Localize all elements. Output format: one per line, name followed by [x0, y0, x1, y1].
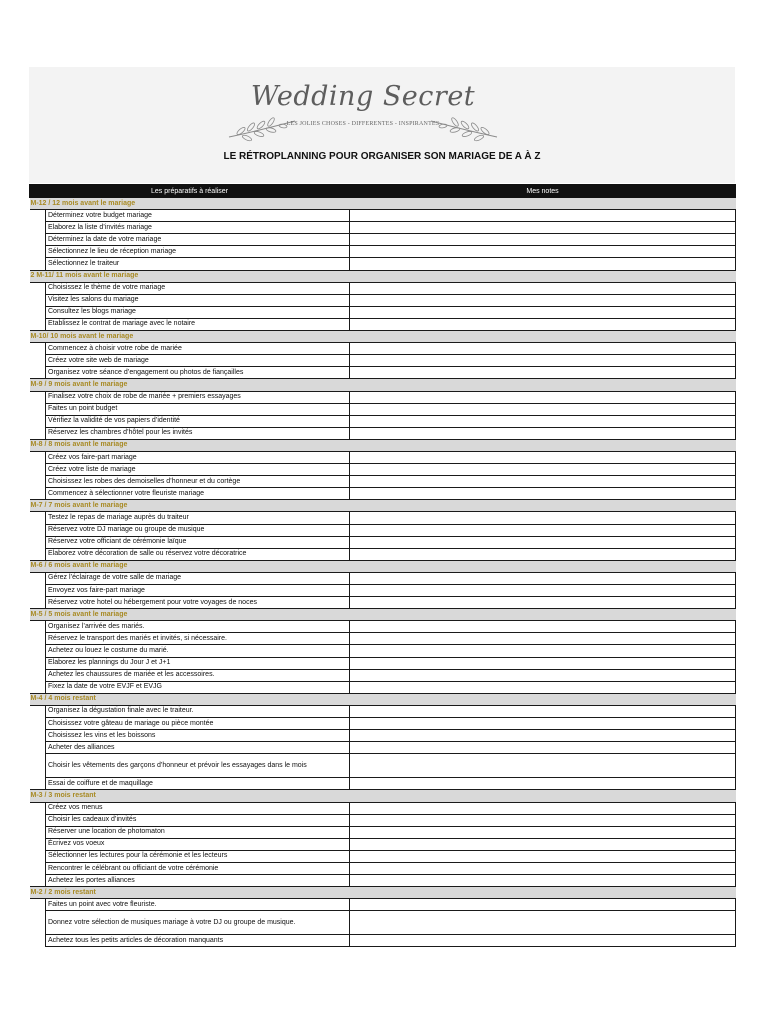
- row-gutter: [30, 524, 46, 536]
- row-gutter: [30, 355, 46, 367]
- task-row: [30, 742, 736, 754]
- notes-cell[interactable]: [350, 343, 736, 355]
- task-cell: Choisir les vêtements des garçons d’honneur et prévoir les essayages dans le mois: [46, 754, 350, 778]
- notes-cell[interactable]: [350, 403, 736, 415]
- task-cell: Créez votre liste de mariage: [46, 464, 350, 476]
- notes-cell[interactable]: [350, 464, 736, 476]
- task-row: [30, 838, 736, 850]
- task-cell: Réservez les chambres d’hôtel pour les invités: [46, 427, 350, 439]
- row-gutter: [30, 258, 46, 270]
- section-row: [30, 198, 736, 210]
- task-row: [30, 862, 736, 874]
- task-cell: Vérifiez la validité de vos papiers d’identité: [46, 415, 350, 427]
- task-row: [30, 512, 736, 524]
- row-gutter: [30, 838, 46, 850]
- brand-logo: [227, 77, 499, 141]
- row-gutter: [30, 451, 46, 463]
- row-gutter: [30, 657, 46, 669]
- task-row: [30, 403, 736, 415]
- task-row: [30, 415, 736, 427]
- row-gutter: [30, 306, 46, 318]
- task-row: [30, 730, 736, 742]
- retroplanning-table: [29, 184, 736, 947]
- row-gutter: [30, 597, 46, 609]
- task-row: [30, 778, 736, 790]
- task-cell: Visitez les salons du mariage: [46, 294, 350, 306]
- row-gutter: [30, 911, 46, 935]
- row-gutter: [30, 572, 46, 584]
- row-gutter: [30, 899, 46, 911]
- row-gutter: [30, 802, 46, 814]
- table-body: [30, 198, 736, 947]
- notes-cell[interactable]: [350, 705, 736, 717]
- notes-cell[interactable]: [350, 294, 736, 306]
- row-gutter: [30, 862, 46, 874]
- notes-cell[interactable]: [350, 548, 736, 560]
- task-row: [30, 572, 736, 584]
- section-row: [30, 439, 736, 451]
- task-cell: Choisir les cadeaux d’invités: [46, 814, 350, 826]
- row-gutter: [30, 282, 46, 294]
- task-cell: Réservez votre DJ mariage ou groupe de musique: [46, 524, 350, 536]
- section-row: [30, 693, 736, 705]
- task-row: [30, 258, 736, 270]
- notes-cell[interactable]: [350, 451, 736, 463]
- task-cell: Acheter des alliances: [46, 742, 350, 754]
- notes-cell[interactable]: [350, 355, 736, 367]
- task-row: [30, 899, 736, 911]
- task-row: [30, 476, 736, 488]
- task-row: [30, 911, 736, 935]
- notes-cell[interactable]: [350, 862, 736, 874]
- task-row: [30, 669, 736, 681]
- task-cell: Finalisez votre choix de robe de mariée + premiers essayages: [46, 391, 350, 403]
- header-banner: [29, 67, 735, 183]
- notes-cell[interactable]: [350, 802, 736, 814]
- row-gutter: [30, 318, 46, 330]
- task-cell: Etablissez le contrat de mariage avec le notaire: [46, 318, 350, 330]
- task-cell: Déterminez votre budget mariage: [46, 210, 350, 222]
- row-gutter: [30, 488, 46, 500]
- task-row: [30, 548, 736, 560]
- notes-cell[interactable]: [350, 814, 736, 826]
- task-row: [30, 645, 736, 657]
- task-cell: Faites un point avec votre fleuriste.: [46, 899, 350, 911]
- task-cell: Achetez les portes alliances: [46, 875, 350, 887]
- row-gutter: [30, 669, 46, 681]
- section-row: [30, 379, 736, 391]
- task-row: [30, 633, 736, 645]
- task-cell: Commencez à choisir votre robe de mariée: [46, 343, 350, 355]
- row-gutter: [30, 585, 46, 597]
- section-row: [30, 270, 736, 282]
- row-gutter: [30, 621, 46, 633]
- notes-cell[interactable]: [350, 778, 736, 790]
- notes-cell[interactable]: [350, 367, 736, 379]
- task-cell: Écrivez vos voeux: [46, 838, 350, 850]
- section-row: [30, 331, 736, 343]
- task-row: [30, 718, 736, 730]
- notes-cell[interactable]: [350, 258, 736, 270]
- row-gutter: [30, 875, 46, 887]
- row-gutter: [30, 367, 46, 379]
- notes-cell[interactable]: [350, 282, 736, 294]
- section-label: M-10/ 10 mois avant le mariage: [30, 331, 736, 343]
- notes-cell[interactable]: [350, 222, 736, 234]
- notes-cell[interactable]: [350, 838, 736, 850]
- task-cell: Faites un point budget: [46, 403, 350, 415]
- row-gutter: [30, 850, 46, 862]
- task-row: [30, 524, 736, 536]
- task-row: [30, 464, 736, 476]
- notes-cell[interactable]: [350, 754, 736, 778]
- row-gutter: [30, 415, 46, 427]
- task-row: [30, 222, 736, 234]
- notes-cell[interactable]: [350, 911, 736, 935]
- task-cell: Sélectionnez le traiteur: [46, 258, 350, 270]
- page-title: LE RÉTROPLANNING POUR ORGANISER SON MARIAGE DE A À Z: [223, 151, 541, 162]
- notes-cell[interactable]: [350, 681, 736, 693]
- task-cell: Choisissez les robes des demoiselles d’honneur et du cortège: [46, 476, 350, 488]
- task-row: [30, 234, 736, 246]
- task-cell: Achetez les chaussures de mariée et les accessoires.: [46, 669, 350, 681]
- row-gutter: [30, 742, 46, 754]
- logo-tagline: LES JOLIES CHOSES - DIFFERENTES - INSPIRANTES: [286, 121, 440, 127]
- notes-cell[interactable]: [350, 730, 736, 742]
- task-row: [30, 306, 736, 318]
- task-cell: Réservez votre hotel ou hébergement pour votre voyages de noces: [46, 597, 350, 609]
- notes-cell[interactable]: [350, 488, 736, 500]
- notes-cell[interactable]: [350, 524, 736, 536]
- section-label: M-8 / 8 mois avant le mariage: [30, 439, 736, 451]
- row-gutter: [30, 234, 46, 246]
- task-cell: Organisez votre séance d’engagement ou photos de fiançailles: [46, 367, 350, 379]
- notes-cell[interactable]: [350, 935, 736, 947]
- task-row: [30, 705, 736, 717]
- task-cell: Achetez tous les petits articles de décoration manquants: [46, 935, 350, 947]
- olive-branch-right-icon: [429, 107, 499, 143]
- section-row: [30, 560, 736, 572]
- row-gutter: [30, 754, 46, 778]
- section-label: M-9 / 9 mois avant le mariage: [30, 379, 736, 391]
- task-cell: Gérez l’éclairage de votre salle de mariage: [46, 572, 350, 584]
- task-row: [30, 294, 736, 306]
- task-row: [30, 585, 736, 597]
- task-cell: Envoyez vos faire-part mariage: [46, 585, 350, 597]
- row-gutter: [30, 935, 46, 947]
- row-gutter: [30, 705, 46, 717]
- row-gutter: [30, 246, 46, 258]
- column-header-tasks: Les préparatifs à réaliser: [30, 185, 350, 198]
- notes-cell[interactable]: [350, 645, 736, 657]
- planning-sheet: [29, 67, 735, 957]
- row-gutter: [30, 633, 46, 645]
- section-row: [30, 887, 736, 899]
- row-gutter: [30, 778, 46, 790]
- task-row: [30, 451, 736, 463]
- row-gutter: [30, 536, 46, 548]
- task-cell: Sélectionnez le lieu de réception mariage: [46, 246, 350, 258]
- notes-cell[interactable]: [350, 512, 736, 524]
- section-label: M-2 / 2 mois restant: [30, 887, 736, 899]
- task-row: [30, 488, 736, 500]
- task-row: [30, 802, 736, 814]
- notes-cell[interactable]: [350, 742, 736, 754]
- section-label: 2 M-11/ 11 mois avant le mariage: [30, 270, 736, 282]
- task-row: [30, 621, 736, 633]
- task-cell: Testez le repas de mariage auprès du traiteur: [46, 512, 350, 524]
- task-cell: Organisez l’arrivée des mariés.: [46, 621, 350, 633]
- section-label: M-7 / 7 mois avant le mariage: [30, 500, 736, 512]
- task-row: [30, 657, 736, 669]
- notes-cell[interactable]: [350, 585, 736, 597]
- task-cell: Rencontrer le célébrant ou officiant de votre cérémonie: [46, 862, 350, 874]
- task-row: [30, 391, 736, 403]
- task-cell: Créez vos faire-part mariage: [46, 451, 350, 463]
- notes-cell[interactable]: [350, 899, 736, 911]
- row-gutter: [30, 391, 46, 403]
- row-gutter: [30, 294, 46, 306]
- row-gutter: [30, 427, 46, 439]
- row-gutter: [30, 814, 46, 826]
- task-row: [30, 427, 736, 439]
- task-row: [30, 935, 736, 947]
- task-cell: Choisissez votre gâteau de mariage ou pièce montée: [46, 718, 350, 730]
- section-row: [30, 790, 736, 802]
- notes-cell[interactable]: [350, 875, 736, 887]
- task-row: [30, 367, 736, 379]
- notes-cell[interactable]: [350, 826, 736, 838]
- notes-cell[interactable]: [350, 306, 736, 318]
- table-header-row: [30, 185, 736, 198]
- notes-cell[interactable]: [350, 621, 736, 633]
- notes-cell[interactable]: [350, 850, 736, 862]
- notes-cell[interactable]: [350, 246, 736, 258]
- notes-cell[interactable]: [350, 669, 736, 681]
- section-label: M-4 / 4 mois restant: [30, 693, 736, 705]
- task-cell: Choisissez les vins et les boissons: [46, 730, 350, 742]
- row-gutter: [30, 464, 46, 476]
- task-cell: Sélectionner les lectures pour la cérémonie et les lecteurs: [46, 850, 350, 862]
- task-row: [30, 536, 736, 548]
- row-gutter: [30, 681, 46, 693]
- task-row: [30, 318, 736, 330]
- task-row: [30, 343, 736, 355]
- section-row: [30, 609, 736, 621]
- notes-cell[interactable]: [350, 657, 736, 669]
- task-cell: Réservez votre officiant de cérémonie laïque: [46, 536, 350, 548]
- row-gutter: [30, 645, 46, 657]
- task-row: [30, 597, 736, 609]
- task-row: [30, 826, 736, 838]
- column-header-notes: Mes notes: [350, 185, 736, 198]
- notes-cell[interactable]: [350, 234, 736, 246]
- task-cell: Elaborez la liste d’invités mariage: [46, 222, 350, 234]
- row-gutter: [30, 718, 46, 730]
- row-gutter: [30, 403, 46, 415]
- task-cell: Donnez votre sélection de musiques mariage à votre DJ ou groupe de musique.: [46, 911, 350, 935]
- task-row: [30, 681, 736, 693]
- task-cell: Déterminez la date de votre mariage: [46, 234, 350, 246]
- notes-cell[interactable]: [350, 415, 736, 427]
- task-cell: Elaborez votre décoration de salle ou réservez votre décoratrice: [46, 548, 350, 560]
- notes-cell[interactable]: [350, 572, 736, 584]
- section-label: M-3 / 3 mois restant: [30, 790, 736, 802]
- row-gutter: [30, 222, 46, 234]
- notes-cell[interactable]: [350, 210, 736, 222]
- notes-cell[interactable]: [350, 597, 736, 609]
- notes-cell[interactable]: [350, 536, 736, 548]
- task-row: [30, 210, 736, 222]
- task-cell: Achetez ou louez le costume du marié.: [46, 645, 350, 657]
- task-cell: Réservez le transport des mariés et invités, si nécessaire.: [46, 633, 350, 645]
- task-cell: Commencez à sélectionner votre fleuriste mariage: [46, 488, 350, 500]
- notes-cell[interactable]: [350, 318, 736, 330]
- task-row: [30, 246, 736, 258]
- task-row: [30, 754, 736, 778]
- row-gutter: [30, 210, 46, 222]
- section-label: M-5 / 5 mois avant le mariage: [30, 609, 736, 621]
- task-row: [30, 355, 736, 367]
- task-cell: Créez votre site web de mariage: [46, 355, 350, 367]
- row-gutter: [30, 512, 46, 524]
- row-gutter: [30, 548, 46, 560]
- notes-cell[interactable]: [350, 633, 736, 645]
- logo-name: Wedding Secret: [250, 81, 476, 112]
- task-cell: Elaborez les plannings du Jour J et J+1: [46, 657, 350, 669]
- notes-cell[interactable]: [350, 476, 736, 488]
- notes-cell[interactable]: [350, 391, 736, 403]
- task-row: [30, 282, 736, 294]
- task-row: [30, 814, 736, 826]
- task-row: [30, 850, 736, 862]
- task-cell: Créez vos menus: [46, 802, 350, 814]
- row-gutter: [30, 476, 46, 488]
- task-cell: Fixez la date de votre EVJF et EVJG: [46, 681, 350, 693]
- task-cell: Essai de coiffure et de maquillage: [46, 778, 350, 790]
- task-row: [30, 875, 736, 887]
- row-gutter: [30, 826, 46, 838]
- row-gutter: [30, 730, 46, 742]
- task-cell: Consultez les blogs mariage: [46, 306, 350, 318]
- section-label: M-6 / 6 mois avant le mariage: [30, 560, 736, 572]
- task-cell: Choisissez le thème de votre mariage: [46, 282, 350, 294]
- section-label: M-12 / 12 mois avant le mariage: [30, 198, 736, 210]
- notes-cell[interactable]: [350, 718, 736, 730]
- section-row: [30, 500, 736, 512]
- task-cell: Organisez la dégustation finale avec le traiteur.: [46, 705, 350, 717]
- row-gutter: [30, 343, 46, 355]
- task-cell: Réserver une location de photomaton: [46, 826, 350, 838]
- notes-cell[interactable]: [350, 427, 736, 439]
